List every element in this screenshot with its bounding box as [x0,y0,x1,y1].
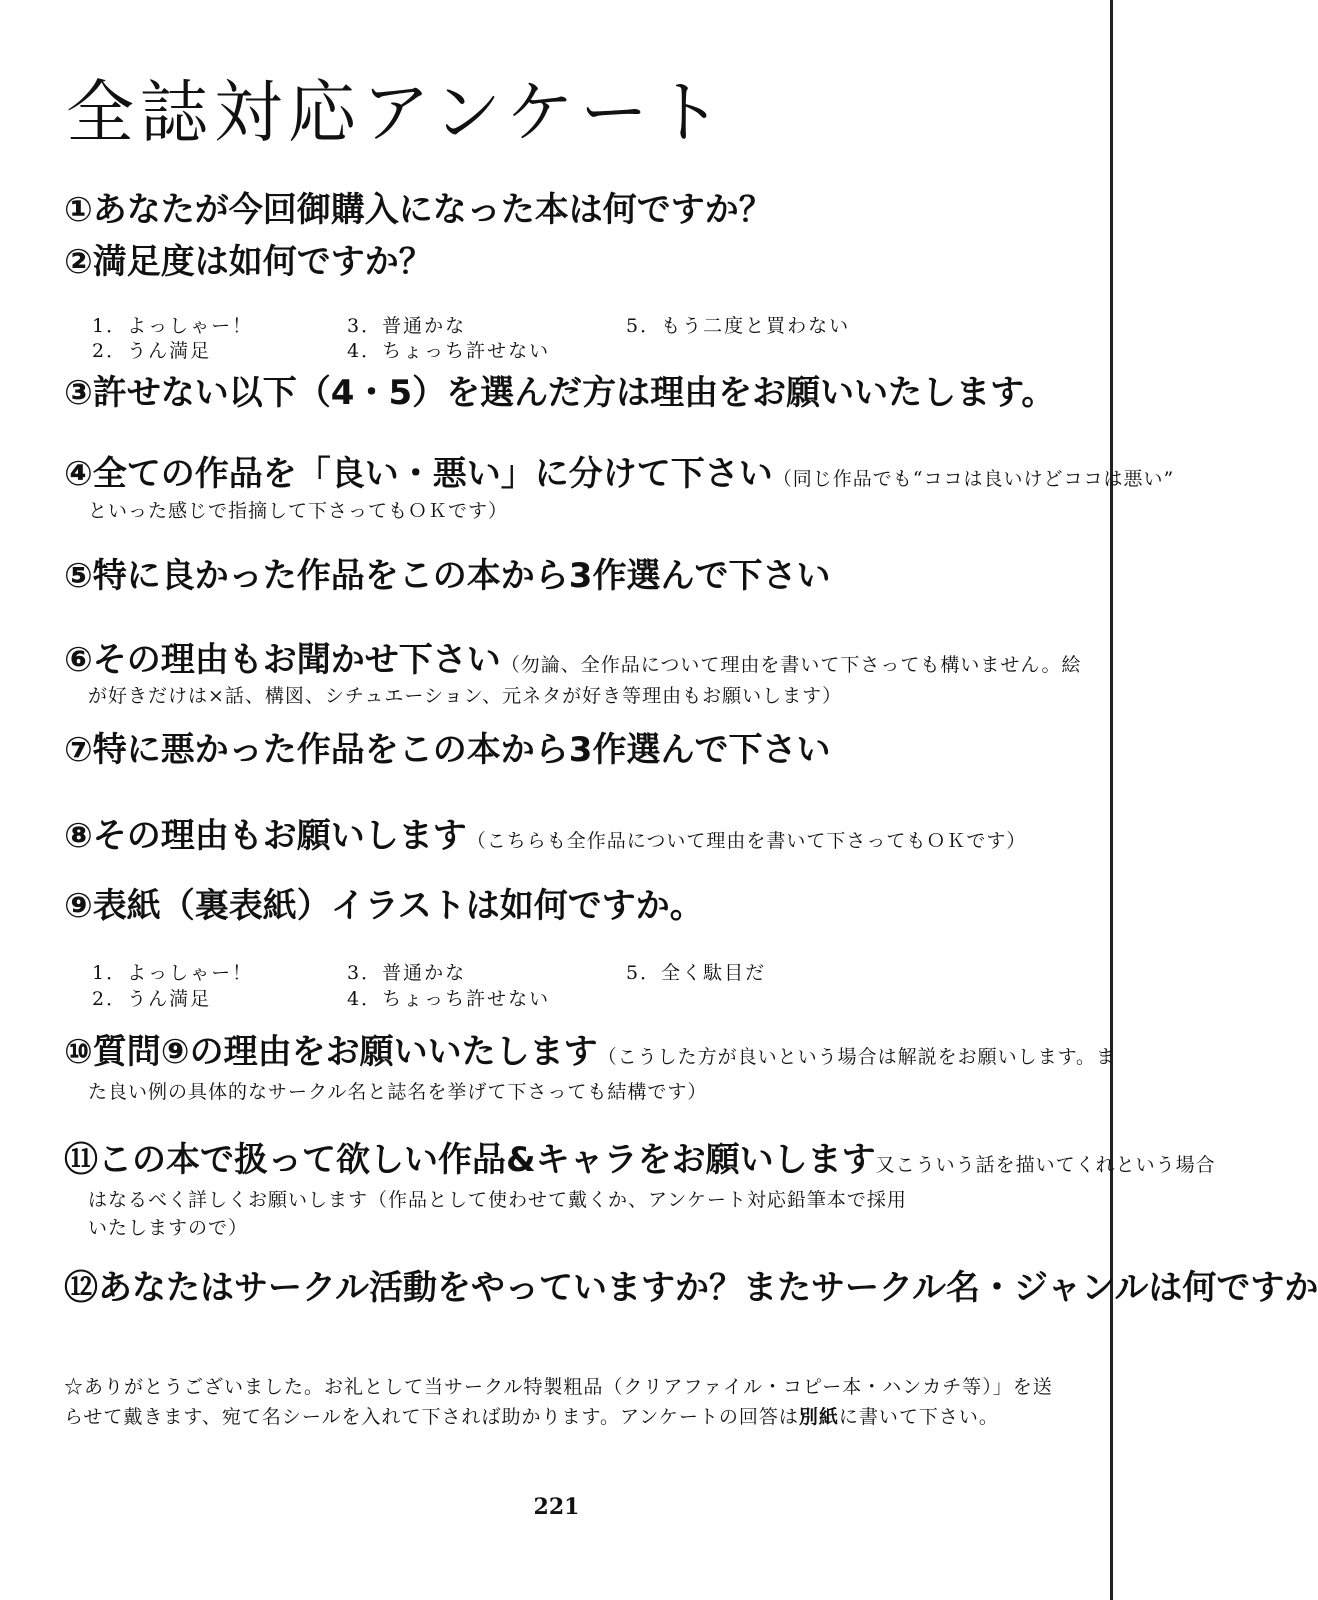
option-q2-2: 2．うん満足 [92,340,212,362]
option-q9-2: 2．うん満足 [92,988,212,1010]
question-text: ⑤特に良かった作品をこの本から3作選んで下さい [64,556,831,596]
option-q2-1: 1．よっしゃー！ [92,315,254,337]
question-5 [64,558,830,595]
option-q9-3: 3．普通かな [347,962,467,984]
question-text: ⑫あなたはサークル活動をやっていますか？またサークル名・ジャンルは何ですか [64,1268,1318,1308]
option-q9-4: 4．ちょっち許せない [347,988,551,1010]
question-note: （同じ作品でも“ココは良いけどココは悪い” [772,468,1175,490]
question-note: （こちらも全作品について理由を書いて下さってもＯＫです） [466,830,1027,852]
question-text: ⑥その理由もお聞かせ下さい [64,640,501,680]
thanks-text: ☆ありがとうございました。お礼として当サークル特製粗品（クリアファイル・コピー本・ハンカチ等）」を送らせて戴きます、宛て名シールを入れて下されば助かります。アンケートの回答は [64,1376,1053,1428]
question-text: ⑧その理由もお願いします [64,816,467,856]
question-11-continuation-1: はなるべく詳しくお願いします（作品として使わせて戴くか、アンケート対応鉛筆本で採用 [88,1189,907,1211]
question-text: ④全ての作品を「良い・悪い」に分けて下さい [64,454,773,494]
question-11 [64,1142,1216,1179]
question-10-continuation: た良い例の具体的なサークル名と誌名を挙げて下さっても結構です） [88,1081,708,1103]
question-text: ①あなたが今回御購入になった本は何ですか？ [64,190,773,230]
question-text: ③許せない以下（4・5）を選んだ方は理由をお願いいたします。 [64,373,1056,413]
question-text: ⑪この本で扱って欲しい作品&キャラをお願いします [64,1140,876,1180]
question-text: ⑨表紙（裏表紙）イラストは如何ですか。 [64,886,704,926]
question-8 [64,818,1026,855]
option-q2-4: 4．ちょっち許せない [347,340,551,362]
question-2 [64,244,433,281]
question-6-continuation: が好きだけは×話、構図、シチュエーション、元ネタが好き等理由もお願いします） [88,685,843,707]
question-text: ⑦特に悪かった作品をこの本から3作選んで下さい [64,730,831,770]
question-12 [64,1270,1318,1307]
option-q9-1: 1．よっしゃー！ [92,962,254,984]
thanks-note [64,1372,1054,1432]
question-10 [64,1034,1116,1071]
question-3 [64,375,1055,412]
thanks-suffix: に書いて下さい。 [838,1406,999,1428]
question-4 [64,456,1174,493]
question-text: ⑩質問⑨の理由をお願いいたします [64,1032,598,1072]
question-1 [64,192,773,229]
question-7 [64,732,830,769]
question-9 [64,888,704,925]
option-q2-3: 3．普通かな [347,315,467,337]
question-4-continuation: といった感じで指摘して下さってもＯＫです） [88,500,509,522]
option-q9-5: 5．全く駄目だ [626,962,767,984]
page-title: 全誌対応アンケート [66,74,728,153]
question-11-continuation-2: いたしますので） [88,1217,249,1239]
page-number: 221 [533,1494,580,1520]
thanks-emphasis: 別紙 [798,1406,839,1428]
option-q2-5: 5．もう二度と買わない [626,315,851,337]
question-note: （こうした方が良いという場合は解説をお願いします。ま [597,1046,1117,1068]
question-text: ②満足度は如何ですか？ [64,242,433,282]
question-6 [64,642,1082,679]
question-note: （勿論、全作品について理由を書いて下さっても構いません。絵 [500,654,1082,676]
question-note: 又こういう話を描いてくれという場合 [875,1154,1216,1176]
